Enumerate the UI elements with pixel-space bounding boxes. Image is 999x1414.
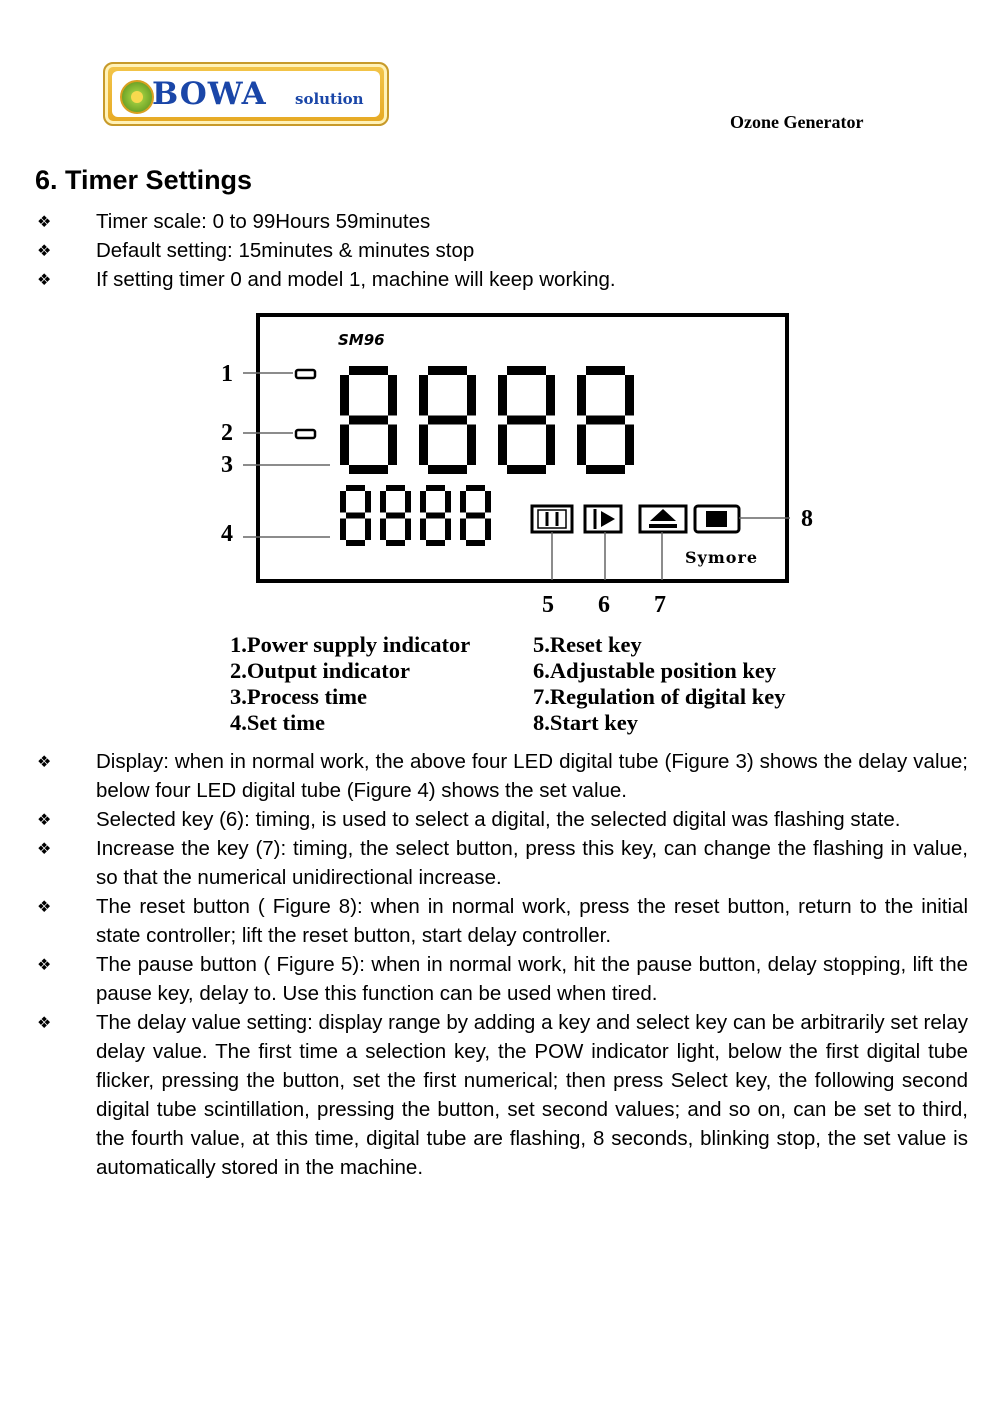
digit-segment [586,366,625,375]
digit-segment [386,485,405,491]
logo-wordmark: BOWA [152,76,267,112]
callout-3: 3 [221,452,233,478]
digit-segment [388,375,397,416]
digit-segment [340,491,346,513]
list-item [0,207,968,236]
list-item [0,236,968,265]
legend-item: 5.Reset key [533,632,642,657]
digit-segment [426,540,445,546]
callout-4: 4 [221,521,233,547]
digit-segment [349,416,388,425]
digit-segment [346,513,365,519]
digit-segment [625,425,634,466]
digit-segment [380,491,386,513]
digit-segment [405,491,411,513]
bullet-icon: ❖ [37,810,52,829]
model-label: SM96 [338,331,385,349]
legend-left [230,632,470,736]
legend-item: 3.Process time [230,684,368,709]
legend-item: 7.Regulation of digital key [533,684,786,709]
bullet-icon: ❖ [37,241,52,260]
list-item-text: If setting timer 0 and model 1, machine will keep working. [96,268,616,291]
digit-segment [346,540,365,546]
digit-segment [445,519,451,541]
list-item-text: Increase the key (7): timing, the select button, press this key, can change the flashing in value, so that the numerical unidirectional increase. [96,837,968,889]
callout-7: 7 [654,592,666,618]
play-icon [585,506,621,532]
leader-lines [243,373,790,580]
list-item-text: Default setting: 15minutes & minutes stop [96,239,475,262]
callout-6: 6 [598,592,610,618]
list-item [0,892,968,950]
digit-segment [365,519,371,541]
digit-segment [507,366,546,375]
logo-emblem-icon [120,80,154,114]
bullet-icon: ❖ [37,955,52,974]
callout-2: 2 [221,420,233,446]
up-arrow-icon [640,506,686,532]
digit-segment [349,366,388,375]
digit-segment [419,425,428,466]
digit-segment [498,425,507,466]
bullet-icon: ❖ [37,270,52,289]
digit-segment [426,513,445,519]
legend-item: 1.Power supply indicator [230,632,471,657]
digit-segment [460,519,466,541]
digit-segment [420,519,426,541]
list-item [0,834,968,892]
digit-segment [419,375,428,416]
legend-right [533,632,786,736]
digit-segment [340,519,346,541]
digit-segment [467,425,476,466]
digit-segment [340,425,349,466]
digit-segment [546,375,555,416]
digit-segment [460,491,466,513]
bullet-icon: ❖ [37,839,52,858]
digit-segment [586,465,625,474]
company-logo [103,62,389,126]
digit-segment [507,416,546,425]
callout-8: 8 [801,506,813,532]
list-item [0,805,968,834]
pause-icon [532,506,572,532]
digit-segment [485,491,491,513]
list-item [0,747,968,805]
output-indicator [296,430,315,438]
digit-segment [507,465,546,474]
bullet-icon: ❖ [37,897,52,916]
digit-segment [546,425,555,466]
set-time-digits [340,485,491,546]
digit-segment [577,375,586,416]
digit-segment [467,375,476,416]
bullet-icon: ❖ [37,212,52,231]
digit-segment [365,491,371,513]
list-item-text: Display: when in normal work, the above four LED digital tube (Figure 3) shows the delay value; below four LED digital tube (Figure 4) shows the set value. [96,750,968,802]
legend-item: 6.Adjustable position key [533,658,777,683]
digit-segment [466,540,485,546]
callout-5: 5 [542,592,554,618]
digit-segment [498,375,507,416]
digit-segment [380,519,386,541]
bullet-icon: ❖ [37,1013,52,1032]
callout-1: 1 [221,361,233,387]
process-time-digits [340,366,634,474]
list-item-text: The pause button ( Figure 5): when in normal work, hit the pause button, delay stopping, lift the pause key, delay to. Use this function can be used when tired. [96,953,968,1005]
digit-segment [349,465,388,474]
list-item-text: Selected key (6): timing, is used to select a digital, the selected digital was flashing state. [96,808,901,831]
digit-segment [420,491,426,513]
list-item-text: The reset button ( Figure 8): when in normal work, press the reset button, return to the initial state controller; lift the reset button, start delay controller. [96,895,968,947]
digit-segment [466,485,485,491]
legend-item: 8.Start key [533,710,638,735]
digit-segment [428,465,467,474]
list-item-text: Timer scale: 0 to 99Hours 59minutes [96,210,431,233]
legend-item: 4.Set time [230,710,325,735]
digit-segment [386,540,405,546]
digit-segment [428,416,467,425]
digit-segment [426,485,445,491]
intro-list [0,207,999,294]
digit-segment [428,366,467,375]
bullet-icon: ❖ [37,752,52,771]
brand-label: Symore [685,548,759,567]
legend-item: 2.Output indicator [230,658,411,683]
digit-segment [445,491,451,513]
power-indicator [296,370,315,378]
digit-segment [388,425,397,466]
document-title: Ozone Generator [730,112,864,132]
list-item-text: The delay value setting: display range by adding a key and select key can be arbitrarily set relay delay value. The first time a selection key, the POW indicator light, below the first digital tube flicker, pressing the button, set the first numerical; then press Select key, the following second digital tube scintillation, pressing the button, set second values; and so on, can be set to third, the fourth value, at this time, digital tube are flashing, 8 seconds, blinking stop, the set value is automatically stored in the machine. [96,1011,968,1179]
stop-icon [695,506,739,532]
digit-segment [340,375,349,416]
digit-segment [405,519,411,541]
display-frame [258,315,787,581]
digit-segment [346,485,365,491]
digit-segment [386,513,405,519]
digit-segment [577,425,586,466]
digit-segment [485,519,491,541]
section-heading: 6. Timer Settings [35,165,253,195]
digit-segment [625,375,634,416]
details-list [0,747,999,1182]
logo-subtitle: solution [295,90,364,108]
list-item [0,1008,968,1182]
digit-segment [586,416,625,425]
digit-segment [466,513,485,519]
list-item [0,265,968,294]
list-item [0,950,968,1008]
